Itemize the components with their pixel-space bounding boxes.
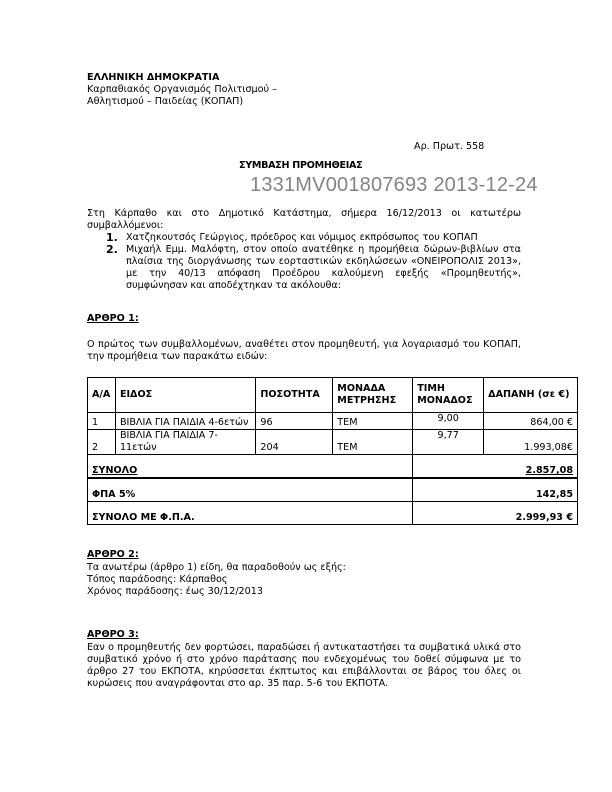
col-header-unit-price: ΤΙΜΗ ΜΟΝΑΔΟΣ <box>413 378 484 413</box>
delivery-place: Τόπος παράδοσης: Κάρπαθος <box>87 574 228 585</box>
cell-item: ΒΙΒΛΙΑ ΓΙΑ ΠΑΙΔΙΑ 4-6ετών <box>115 413 255 430</box>
cell-cost: 1.993,08€ <box>484 430 578 455</box>
organization-line-2: Αθλητισμού – Παιδείας (ΚΟΠΑΠ) <box>87 96 244 107</box>
grand-total-row <box>88 502 578 525</box>
cell-aa: 2 <box>88 430 116 455</box>
table-row <box>88 430 578 455</box>
col-header-quantity: ΠΟΣΟΤΗΤΑ <box>256 378 333 413</box>
items-table <box>87 377 578 525</box>
grand-total-value: 2.999,93 € <box>413 502 578 525</box>
list-number: 1. <box>106 231 118 244</box>
article-1-text: Ο πρώτος των συμβαλλομένων, αναθέτει στον προμηθευτή, για λογαριασμό του ΚΟΠΑΠ, την προμήθεια των παρακάτω ειδών: <box>87 339 521 362</box>
document-id-stamp: 1331MV001807693 2013-12-24 <box>250 174 538 196</box>
vat-value: 142,85 <box>413 478 578 502</box>
table-row <box>88 413 578 430</box>
total-label: ΣΥΝΟΛΟ <box>88 455 413 479</box>
cell-unit: ΤΕΜ <box>333 413 413 430</box>
list-item <box>106 244 521 292</box>
delivery-time: Χρόνος παράδοσης: έως 30/12/2013 <box>87 586 263 597</box>
republic-title: ΕΛΛΗΝΙΚΗ ΔΗΜΟΚΡΑΤΙΑ <box>87 72 220 83</box>
list-text: Μιχαήλ Εμμ. Μαλόφτη, στον οποίο ανατέθηκε η προμήθεια δώρων-βιβλίων στα πλαίσια της διοργάνωσης των εορταστικών εκδηλώσεων «ΟΝΕΙΡΟΠΟΛΙΣ 2013», με την 40/13 απόφαση Προέδρου καλούμενη εφεξής «Προμηθευτής», συμφώνησαν και αποδέχτηκαν τα ακόλουθα: <box>126 244 521 291</box>
col-header-unit: ΜΟΝΑΔΑ ΜΕΤΡΗΣΗΣ <box>333 378 413 413</box>
parties-list <box>106 232 521 292</box>
cell-cost: 864,00 € <box>484 413 578 430</box>
total-value: 2.857,08 <box>413 455 578 479</box>
col-header-aa: Α/Α <box>88 378 116 413</box>
list-number: 2. <box>106 243 118 256</box>
organization-line-1: Καρπαθιακός Οργανισμός Πολιτισμού – <box>87 84 277 95</box>
article-3-text: Εαν ο προμηθευτής δεν φορτώσει, παραδώσει ή αντικαταστήσει τα συμβατικά υλικά στο συμβατικό χρόνο ή στο χρόνο παράτασης που ενδεχομένως του δοθεί σύμφωνα με το άρθρο 27 του ΕΚΠΟΤΑ, κηρύσσεται έκπτωτος και επιβάλλονται σε βάρος του όλες οι κυρώσεις που αναγράφονται στο αρ. 35 παρ. 5-6 του ΕΚΠΟΤΑ. <box>87 642 521 689</box>
delivery-intro: Τα ανωτέρω (άρθρο 1) είδη, θα παραδοθούν ως εξής: <box>87 562 346 573</box>
total-row <box>88 455 578 479</box>
list-text: Χατζηκουτσός Γεώργιος, πρόεδρος και νόμιμος εκπρόσωπος του ΚΟΠΑΠ <box>126 232 478 243</box>
cell-unit-price: 9,00 <box>413 413 484 430</box>
cell-item: ΒΙΒΛΙΑ ΓΙΑ ΠΑΙΔΙΑ 7-11ετών <box>115 430 255 455</box>
article-3-heading: ΑΡΘΡΟ 3: <box>87 629 139 640</box>
cell-quantity: 96 <box>256 413 333 430</box>
vat-label: ΦΠΑ 5% <box>88 478 413 502</box>
protocol-number: Αρ. Πρωτ. 558 <box>414 141 485 152</box>
cell-unit-price: 9,77 <box>413 430 484 455</box>
cell-unit: ΤΕΜ <box>333 430 413 455</box>
intro-paragraph: Στη Κάρπαθο και στο Δημοτικό Κατάστημα, σήμερα 16/12/2013 οι κατωτέρω συμβαλλόμενοι: <box>87 208 521 231</box>
vat-row <box>88 478 578 502</box>
article-2-heading: ΑΡΘΡΟ 2: <box>87 549 139 560</box>
article-1-heading: ΑΡΘΡΟ 1: <box>87 313 139 324</box>
article-2-text <box>87 562 521 598</box>
col-header-cost: ΔΑΠΑΝΗ (σε €) <box>484 378 578 413</box>
table-header-row <box>88 378 578 413</box>
issuer-header <box>87 72 277 108</box>
grand-total-label: ΣΥΝΟΛΟ ΜΕ Φ.Π.Α. <box>88 502 413 525</box>
col-header-item: ΕΙΔΟΣ <box>115 378 255 413</box>
cell-aa: 1 <box>88 413 116 430</box>
list-item <box>106 232 521 244</box>
document-title: ΣΥΜΒΑΣΗ ΠΡΟΜΗΘΕΙΑΣ <box>239 160 363 171</box>
cell-quantity: 204 <box>256 430 333 455</box>
